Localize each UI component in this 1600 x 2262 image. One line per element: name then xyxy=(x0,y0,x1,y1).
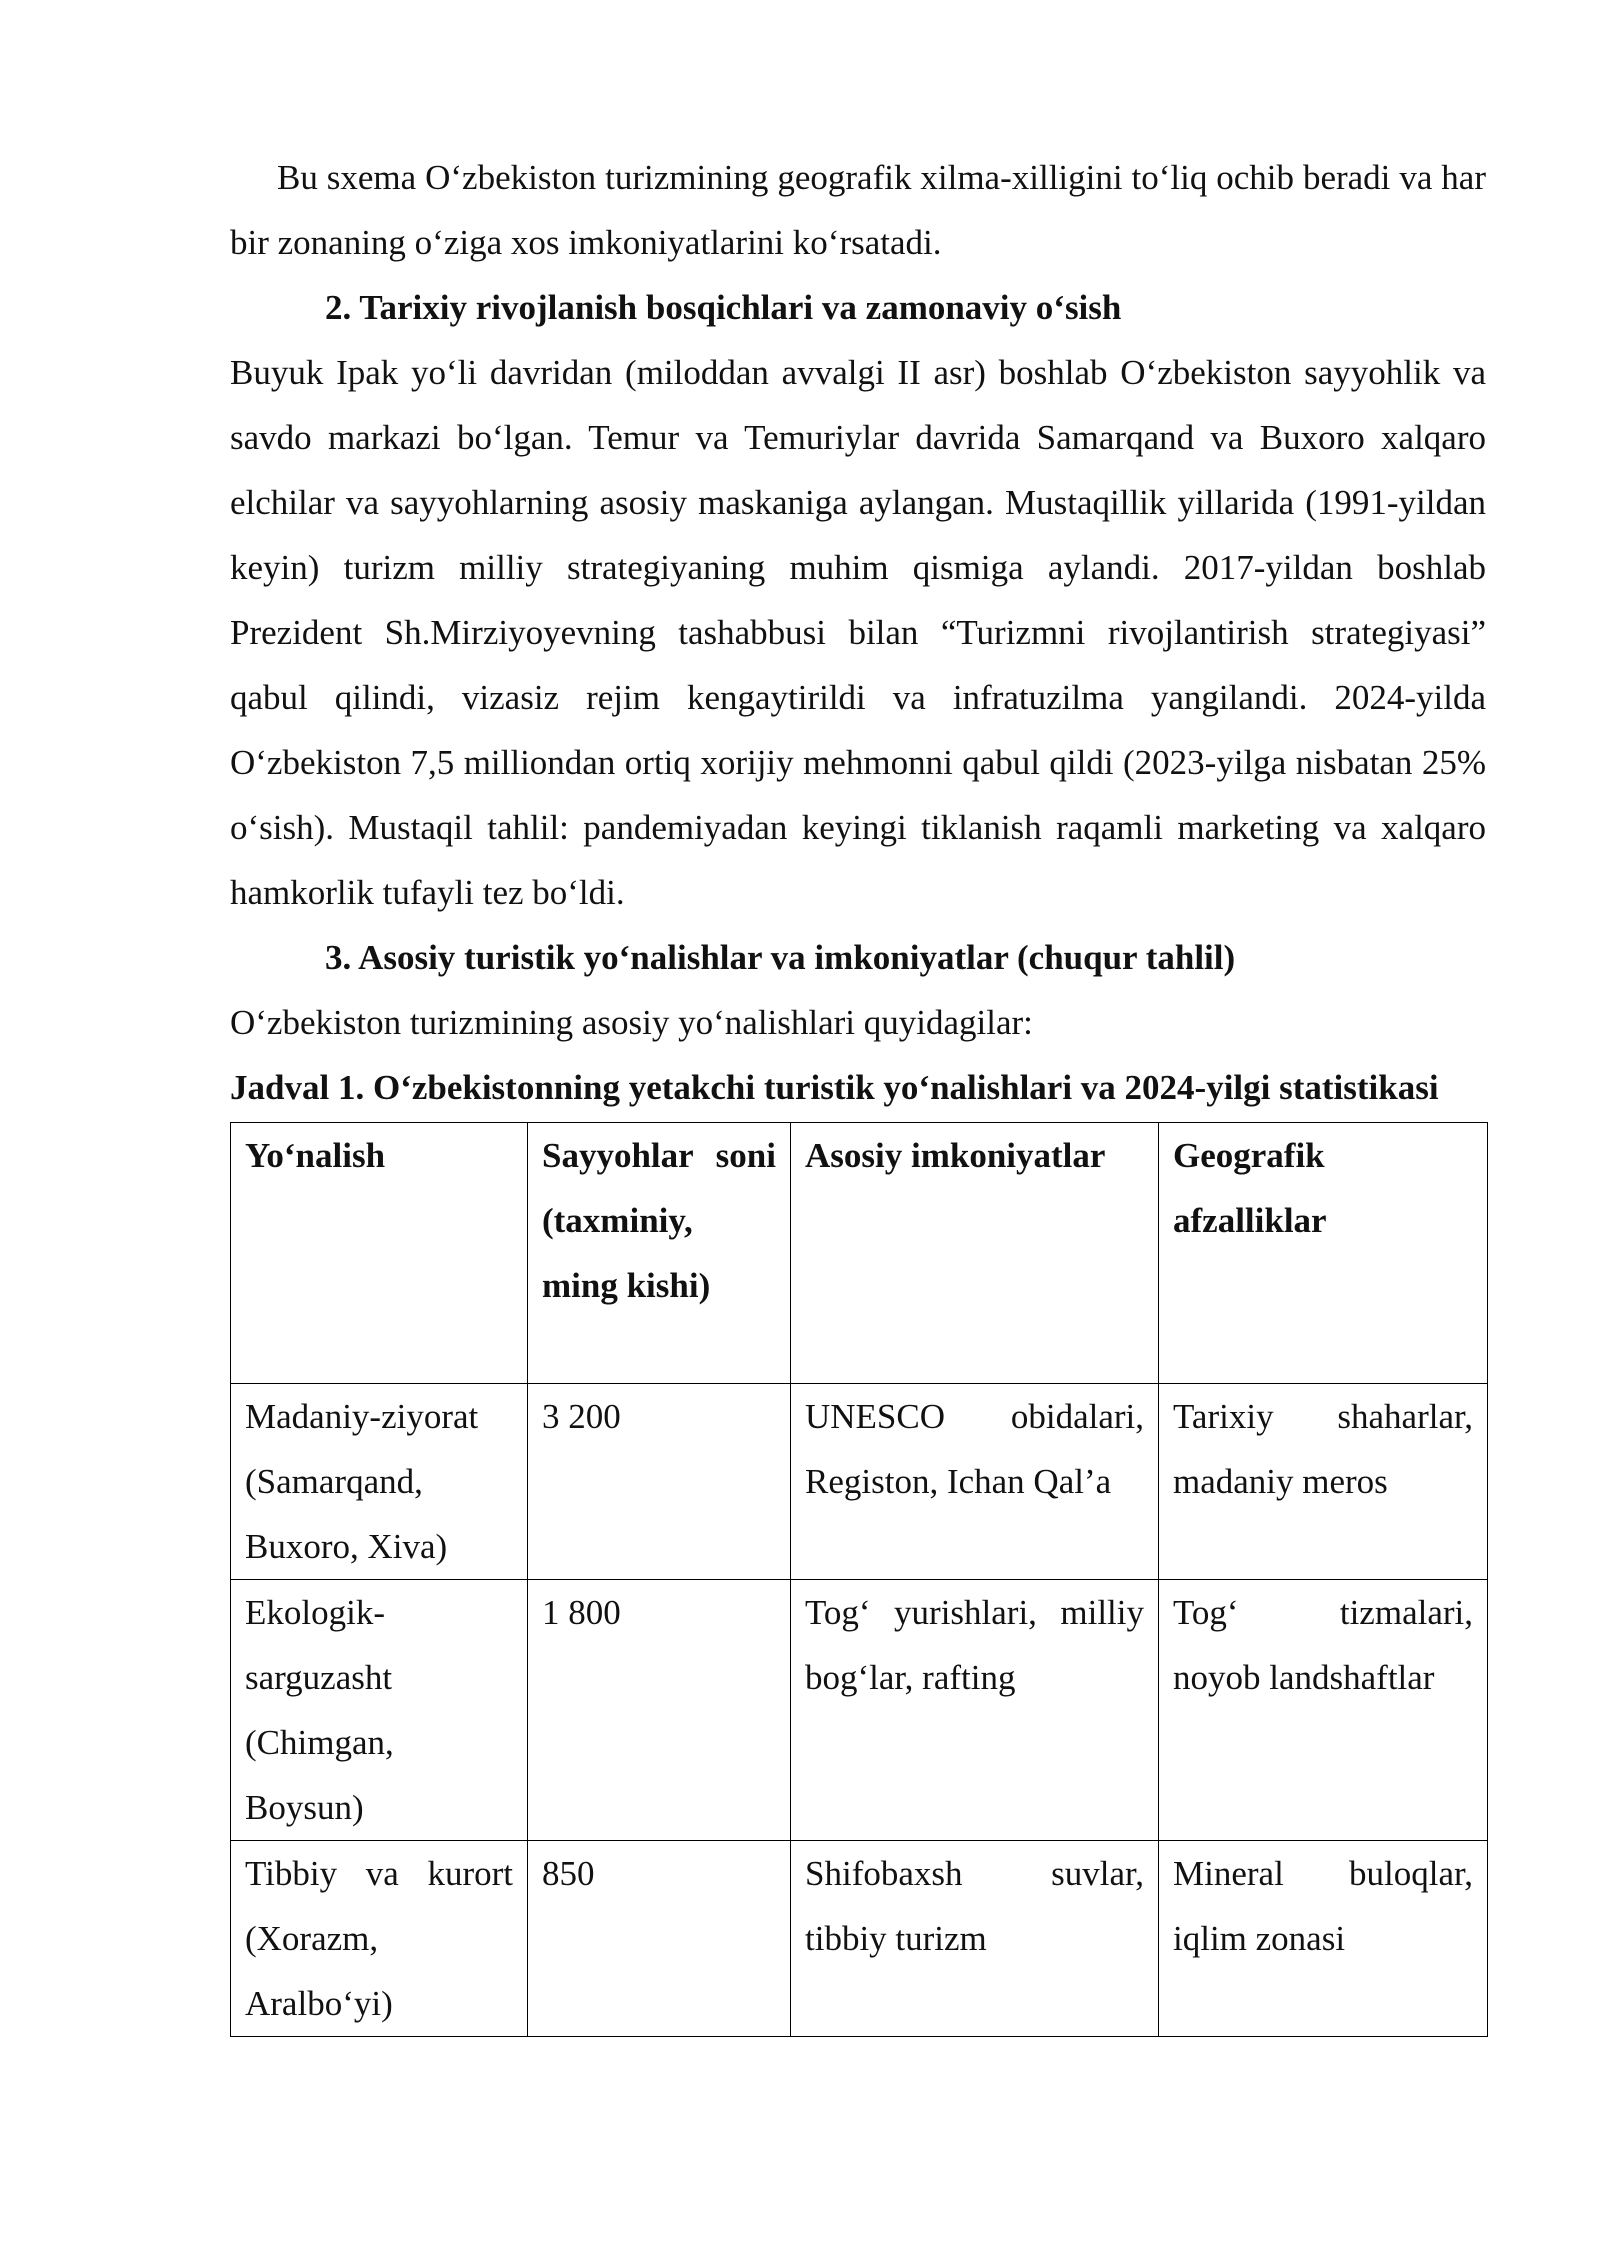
cell-advantages: Tarixiy shaharlar, madaniy meros xyxy=(1159,1384,1488,1580)
section-2-heading: 2. Tarixiy rivojlanish bosqichlari va zamonaviy o‘sish xyxy=(325,288,1122,327)
cell-direction: Ekologik-sarguzasht (Chimgan, Boysun) xyxy=(231,1580,528,1841)
section-3-paragraph: O‘zbekiston turizmining asosiy yo‘nalishlari quyidagilar: xyxy=(230,1003,1033,1042)
cell-advantages: Mineral buloqlar, iqlim zonasi xyxy=(1159,1841,1488,2037)
cell-opportunities: Shifobaxsh suvlar, tibbiy turizm xyxy=(791,1841,1159,2037)
header-direction: Yo‘nalish xyxy=(231,1123,528,1384)
directions-table xyxy=(230,1122,1488,2037)
cell-direction: Tibbiy va kurort (Xorazm, Aralbo‘yi) xyxy=(231,1841,528,2037)
table-row xyxy=(231,1580,1488,1841)
cell-direction: Madaniy-ziyorat (Samarqand, Buxoro, Xiva) xyxy=(231,1384,528,1580)
section-3-heading: 3. Asosiy turistik yo‘nalishlar va imkoniyatlar (chuqur tahlil) xyxy=(325,938,1236,977)
table-header-row xyxy=(231,1123,1488,1384)
section-2-paragraph: Buyuk Ipak yo‘li davridan (miloddan avvalgi II asr) boshlab O‘zbekiston sayyohlik va savdo markazi bo‘lgan. Temur va Temuriylar davrida Samarqand va Buxoro xalqaro elchilar va sayyohlarning asosiy maskaniga aylangan. Mustaqillik yillarida (1991-yildan keyin) turizm milliy strategiyaning muhim qismiga aylandi. 2017-yildan boshlab Prezident Sh.Mirziyoyevning tashabbusi bilan “Turizmni rivojlantirish strategiyasi” qabul qilindi, vizasiz rejim kengaytirildi va infratuzilma yangilandi. 2024-yilda O‘zbekiston 7,5 milliondan ortiq xorijiy mehmonni qabul qildi (2023-yilga nisbatan 25% o‘sish). Mustaqil tahlil: pandemiyadan keyingi tiklanish raqamli marketing va xalqaro hamkorlik tufayli tez bo‘ldi. xyxy=(230,353,1486,912)
intro-paragraph: Bu sxema O‘zbekiston turizmining geografik xilma-xilligini to‘liq ochib beradi va har bir zonaning o‘ziga xos imkoniyatlarini ko‘rsatadi. xyxy=(230,158,1486,262)
header-advantages: Geografik afzalliklar xyxy=(1159,1123,1488,1384)
header-opportunities: Asosiy imkoniyatlar xyxy=(791,1123,1159,1384)
table-caption: Jadval 1. O‘zbekistonning yetakchi turistik yo‘nalishlari va 2024-yilgi statistikasi xyxy=(230,1068,1439,1107)
cell-opportunities: Tog‘ yurishlari, milliy bog‘lar, rafting xyxy=(791,1580,1159,1841)
cell-advantages: Tog‘ tizmalari, noyob landshaftlar xyxy=(1159,1580,1488,1841)
cell-tourists: 1 800 xyxy=(528,1580,791,1841)
table-row xyxy=(231,1841,1488,2037)
document-page xyxy=(230,145,1486,2037)
table-row xyxy=(231,1384,1488,1580)
cell-tourists: 3 200 xyxy=(528,1384,791,1580)
cell-opportunities: UNESCO obidalari, Registon, Ichan Qal’a xyxy=(791,1384,1159,1580)
header-tourists: Sayyohlar soni (taxminiy, ming kishi) xyxy=(528,1123,791,1384)
cell-tourists: 850 xyxy=(528,1841,791,2037)
